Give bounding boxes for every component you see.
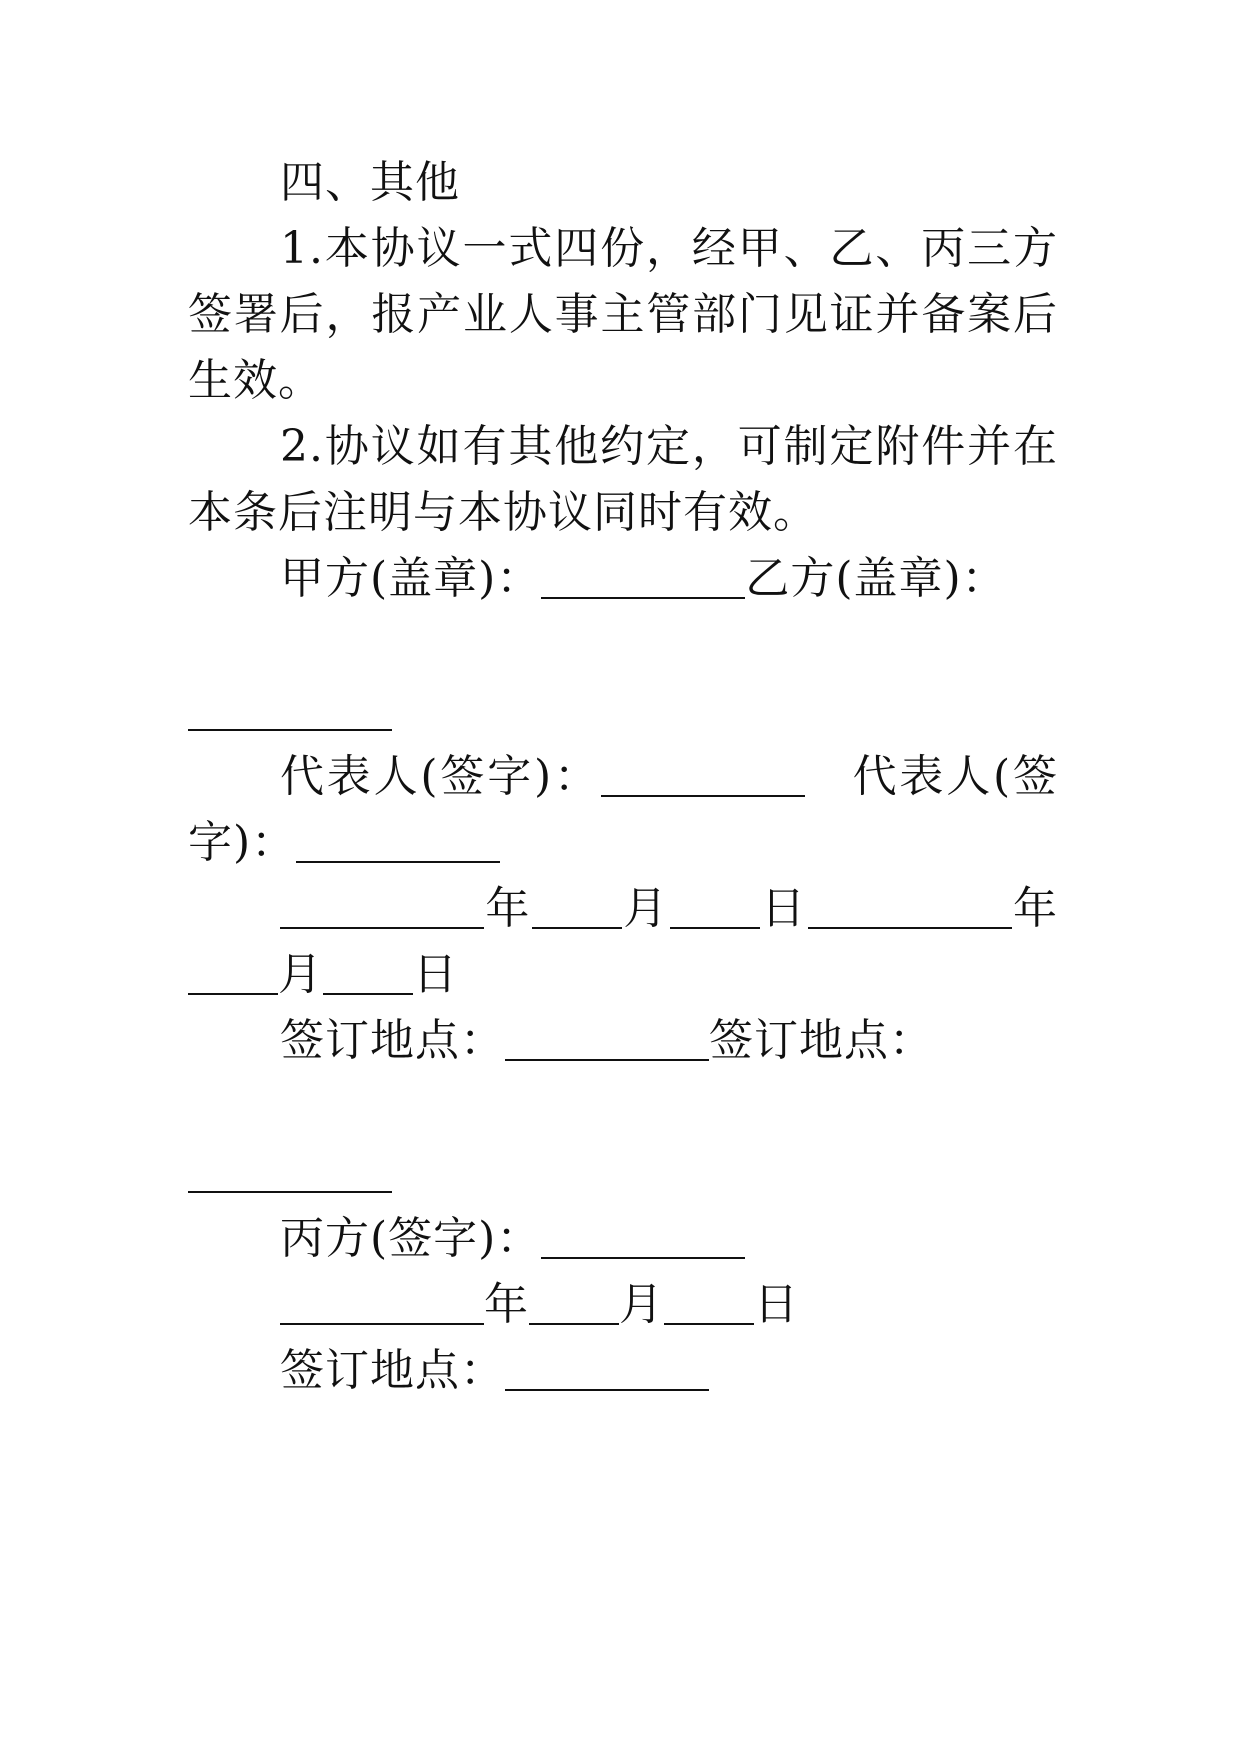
signing-place-label-2: 签订地点： <box>709 1015 934 1066</box>
day-label-2: 日 <box>413 949 458 1000</box>
year-blank-2[interactable] <box>808 881 1012 929</box>
day-label: 日 <box>759 883 808 934</box>
party-b-seal-blank[interactable] <box>188 683 392 731</box>
month-blank-2[interactable] <box>188 947 278 995</box>
representative-line <box>188 744 1058 876</box>
party-c-label: 丙方(签字)： <box>280 1213 542 1264</box>
month-label: 月 <box>621 883 670 934</box>
clause-1: 1.本协议一式四份，经甲、乙、丙三方签署后，报产业人事主管部门见证并备案后生效。 <box>188 223 1058 406</box>
year-label-2: 年 <box>1011 883 1059 934</box>
signing-place-blank-3[interactable] <box>505 1343 709 1391</box>
year-label: 年 <box>484 883 532 934</box>
month-blank-3[interactable] <box>529 1277 619 1325</box>
clause-2: 2.协议如有其他约定，可制定附件并在本条后注明与本协议同时有效。 <box>188 421 1058 538</box>
representative-1-blank[interactable] <box>601 749 805 797</box>
party-a-seal-label: 甲方(盖章)： <box>280 553 542 604</box>
day-label-3: 日 <box>754 1279 799 1330</box>
year-blank[interactable] <box>280 881 484 929</box>
representative-label-1: 代表人(签字)： <box>280 751 601 802</box>
signing-place-label-3: 签订地点： <box>280 1345 505 1396</box>
party-a-seal-blank[interactable] <box>541 551 745 599</box>
signing-place-line-2 <box>188 1338 1058 1404</box>
representative-2-blank[interactable] <box>296 815 500 863</box>
signing-place-blank-1[interactable] <box>505 1013 709 1061</box>
year-blank-3[interactable] <box>280 1277 484 1325</box>
party-c-blank[interactable] <box>541 1211 745 1259</box>
signing-place-line-1 <box>188 1008 1058 1206</box>
day-blank-3[interactable] <box>664 1277 754 1325</box>
signing-place-label-1: 签订地点： <box>280 1015 505 1066</box>
date-line-1 <box>188 876 1058 1008</box>
seal-line <box>188 546 1058 744</box>
date-line-2 <box>188 1272 1058 1338</box>
representative-label-2a: 代表人(签 <box>850 751 1058 802</box>
agreement-text <box>188 150 1058 1404</box>
signing-place-blank-2[interactable] <box>188 1145 392 1193</box>
month-label-3: 月 <box>619 1279 664 1330</box>
month-blank[interactable] <box>532 881 622 929</box>
month-label-2: 月 <box>278 949 323 1000</box>
section-heading: 四、其他 <box>280 157 460 208</box>
year-label-3: 年 <box>484 1279 529 1330</box>
party-c-line <box>188 1206 1058 1272</box>
day-blank[interactable] <box>670 881 760 929</box>
line-spacer <box>188 612 1058 678</box>
line-spacer <box>188 1074 1058 1140</box>
party-b-seal-label: 乙方(盖章)： <box>745 553 1007 604</box>
representative-label-2b: 字)： <box>188 817 297 868</box>
day-blank-2[interactable] <box>323 947 413 995</box>
